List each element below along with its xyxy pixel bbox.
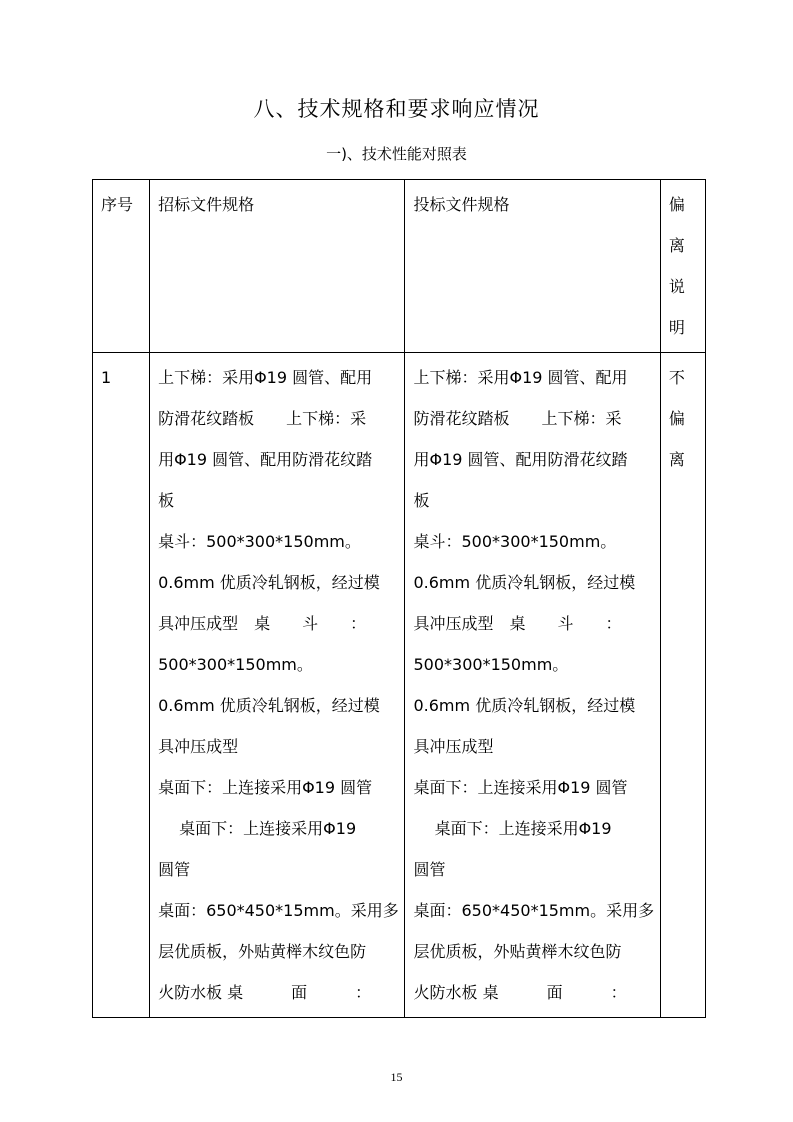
row-deviation-char: 不 xyxy=(668,368,685,387)
table-header-row xyxy=(93,180,706,353)
bid-spec-line: 防滑花纹踏板 上下梯：采 xyxy=(413,409,622,428)
bid-spec-line: 0.6mm 优质冷轧钢板，经过模 xyxy=(413,573,636,592)
tender-spec-line: 桌面下：上连接采用Φ19 xyxy=(158,819,357,838)
header-deviation-char: 说 xyxy=(668,277,685,296)
tender-spec-line: 层优质板，外贴黄榉木纹色防 xyxy=(158,942,367,961)
bid-spec-line: 火防水板 桌 面 ： xyxy=(413,983,627,1002)
header-tender-spec: 招标文件规格 xyxy=(150,180,405,353)
bid-spec-lines xyxy=(413,357,653,1013)
bid-spec-line: 桌面下：上连接采用Φ19 xyxy=(413,819,612,838)
table-caption: 一)、技术性能对照表 xyxy=(326,145,467,163)
tender-spec-line: 圆管 xyxy=(158,860,191,879)
bid-spec-line: 板 xyxy=(413,491,430,510)
header-deviation xyxy=(660,180,705,353)
bid-spec-line: 桌面：650*450*15mm。采用多 xyxy=(413,901,654,920)
row-deviation-char: 偏 xyxy=(668,409,685,428)
bid-spec-line: 0.6mm 优质冷轧钢板，经过模 xyxy=(413,696,636,715)
tender-spec-lines xyxy=(158,357,398,1013)
row-deviation xyxy=(660,353,705,1018)
spec-comparison-table xyxy=(92,179,706,1018)
row-bid-spec xyxy=(405,353,660,1018)
tender-spec-line: 具冲压成型 xyxy=(158,737,239,756)
header-deviation-char: 离 xyxy=(668,236,685,255)
bid-spec-line: 桌斗：500*300*150mm。 xyxy=(413,532,617,551)
tender-spec-line: 上下梯：采用Φ19 圆管、配用 xyxy=(158,368,373,387)
bid-spec-line: 具冲压成型 桌 斗 ： xyxy=(413,614,622,633)
bid-spec-line: 具冲压成型 xyxy=(413,737,494,756)
tender-spec-line: 用Φ19 圆管、配用防滑花纹踏 xyxy=(158,450,373,469)
tender-spec-line: 具冲压成型 桌 斗 ： xyxy=(158,614,367,633)
page-number: 15 xyxy=(390,1070,403,1084)
row-tender-spec xyxy=(150,353,405,1018)
tender-spec-line: 500*300*150mm。 xyxy=(158,655,313,674)
bid-spec-line: 上下梯：采用Φ19 圆管、配用 xyxy=(413,368,628,387)
row-index: 1 xyxy=(93,353,150,1018)
row-deviation-char: 离 xyxy=(668,450,685,469)
bid-spec-line: 层优质板，外贴黄榉木纹色防 xyxy=(413,942,622,961)
page-title: 八、技术规格和要求响应情况 xyxy=(253,97,540,121)
bid-spec-line: 圆管 xyxy=(413,860,446,879)
tender-spec-line: 板 xyxy=(158,491,175,510)
tender-spec-line: 桌面下：上连接采用Φ19 圆管 xyxy=(158,778,373,797)
tender-spec-line: 桌斗：500*300*150mm。 xyxy=(158,532,361,551)
tender-spec-line: 0.6mm 优质冷轧钢板，经过模 xyxy=(158,573,380,592)
table-row xyxy=(93,353,706,1018)
bid-spec-line: 500*300*150mm。 xyxy=(413,655,569,674)
bid-spec-line: 用Φ19 圆管、配用防滑花纹踏 xyxy=(413,450,628,469)
tender-spec-line: 0.6mm 优质冷轧钢板，经过模 xyxy=(158,696,380,715)
header-index: 序号 xyxy=(93,180,150,353)
header-deviation-char: 明 xyxy=(668,318,685,337)
tender-spec-line: 防滑花纹踏板 上下梯：采 xyxy=(158,409,367,428)
header-bid-spec: 投标文件规格 xyxy=(405,180,660,353)
bid-spec-line: 桌面下：上连接采用Φ19 圆管 xyxy=(413,778,628,797)
tender-spec-line: 火防水板 桌 面 ： xyxy=(158,983,372,1002)
header-deviation-char: 偏 xyxy=(668,195,685,214)
tender-spec-line: 桌面：650*450*15mm。采用多 xyxy=(158,901,399,920)
